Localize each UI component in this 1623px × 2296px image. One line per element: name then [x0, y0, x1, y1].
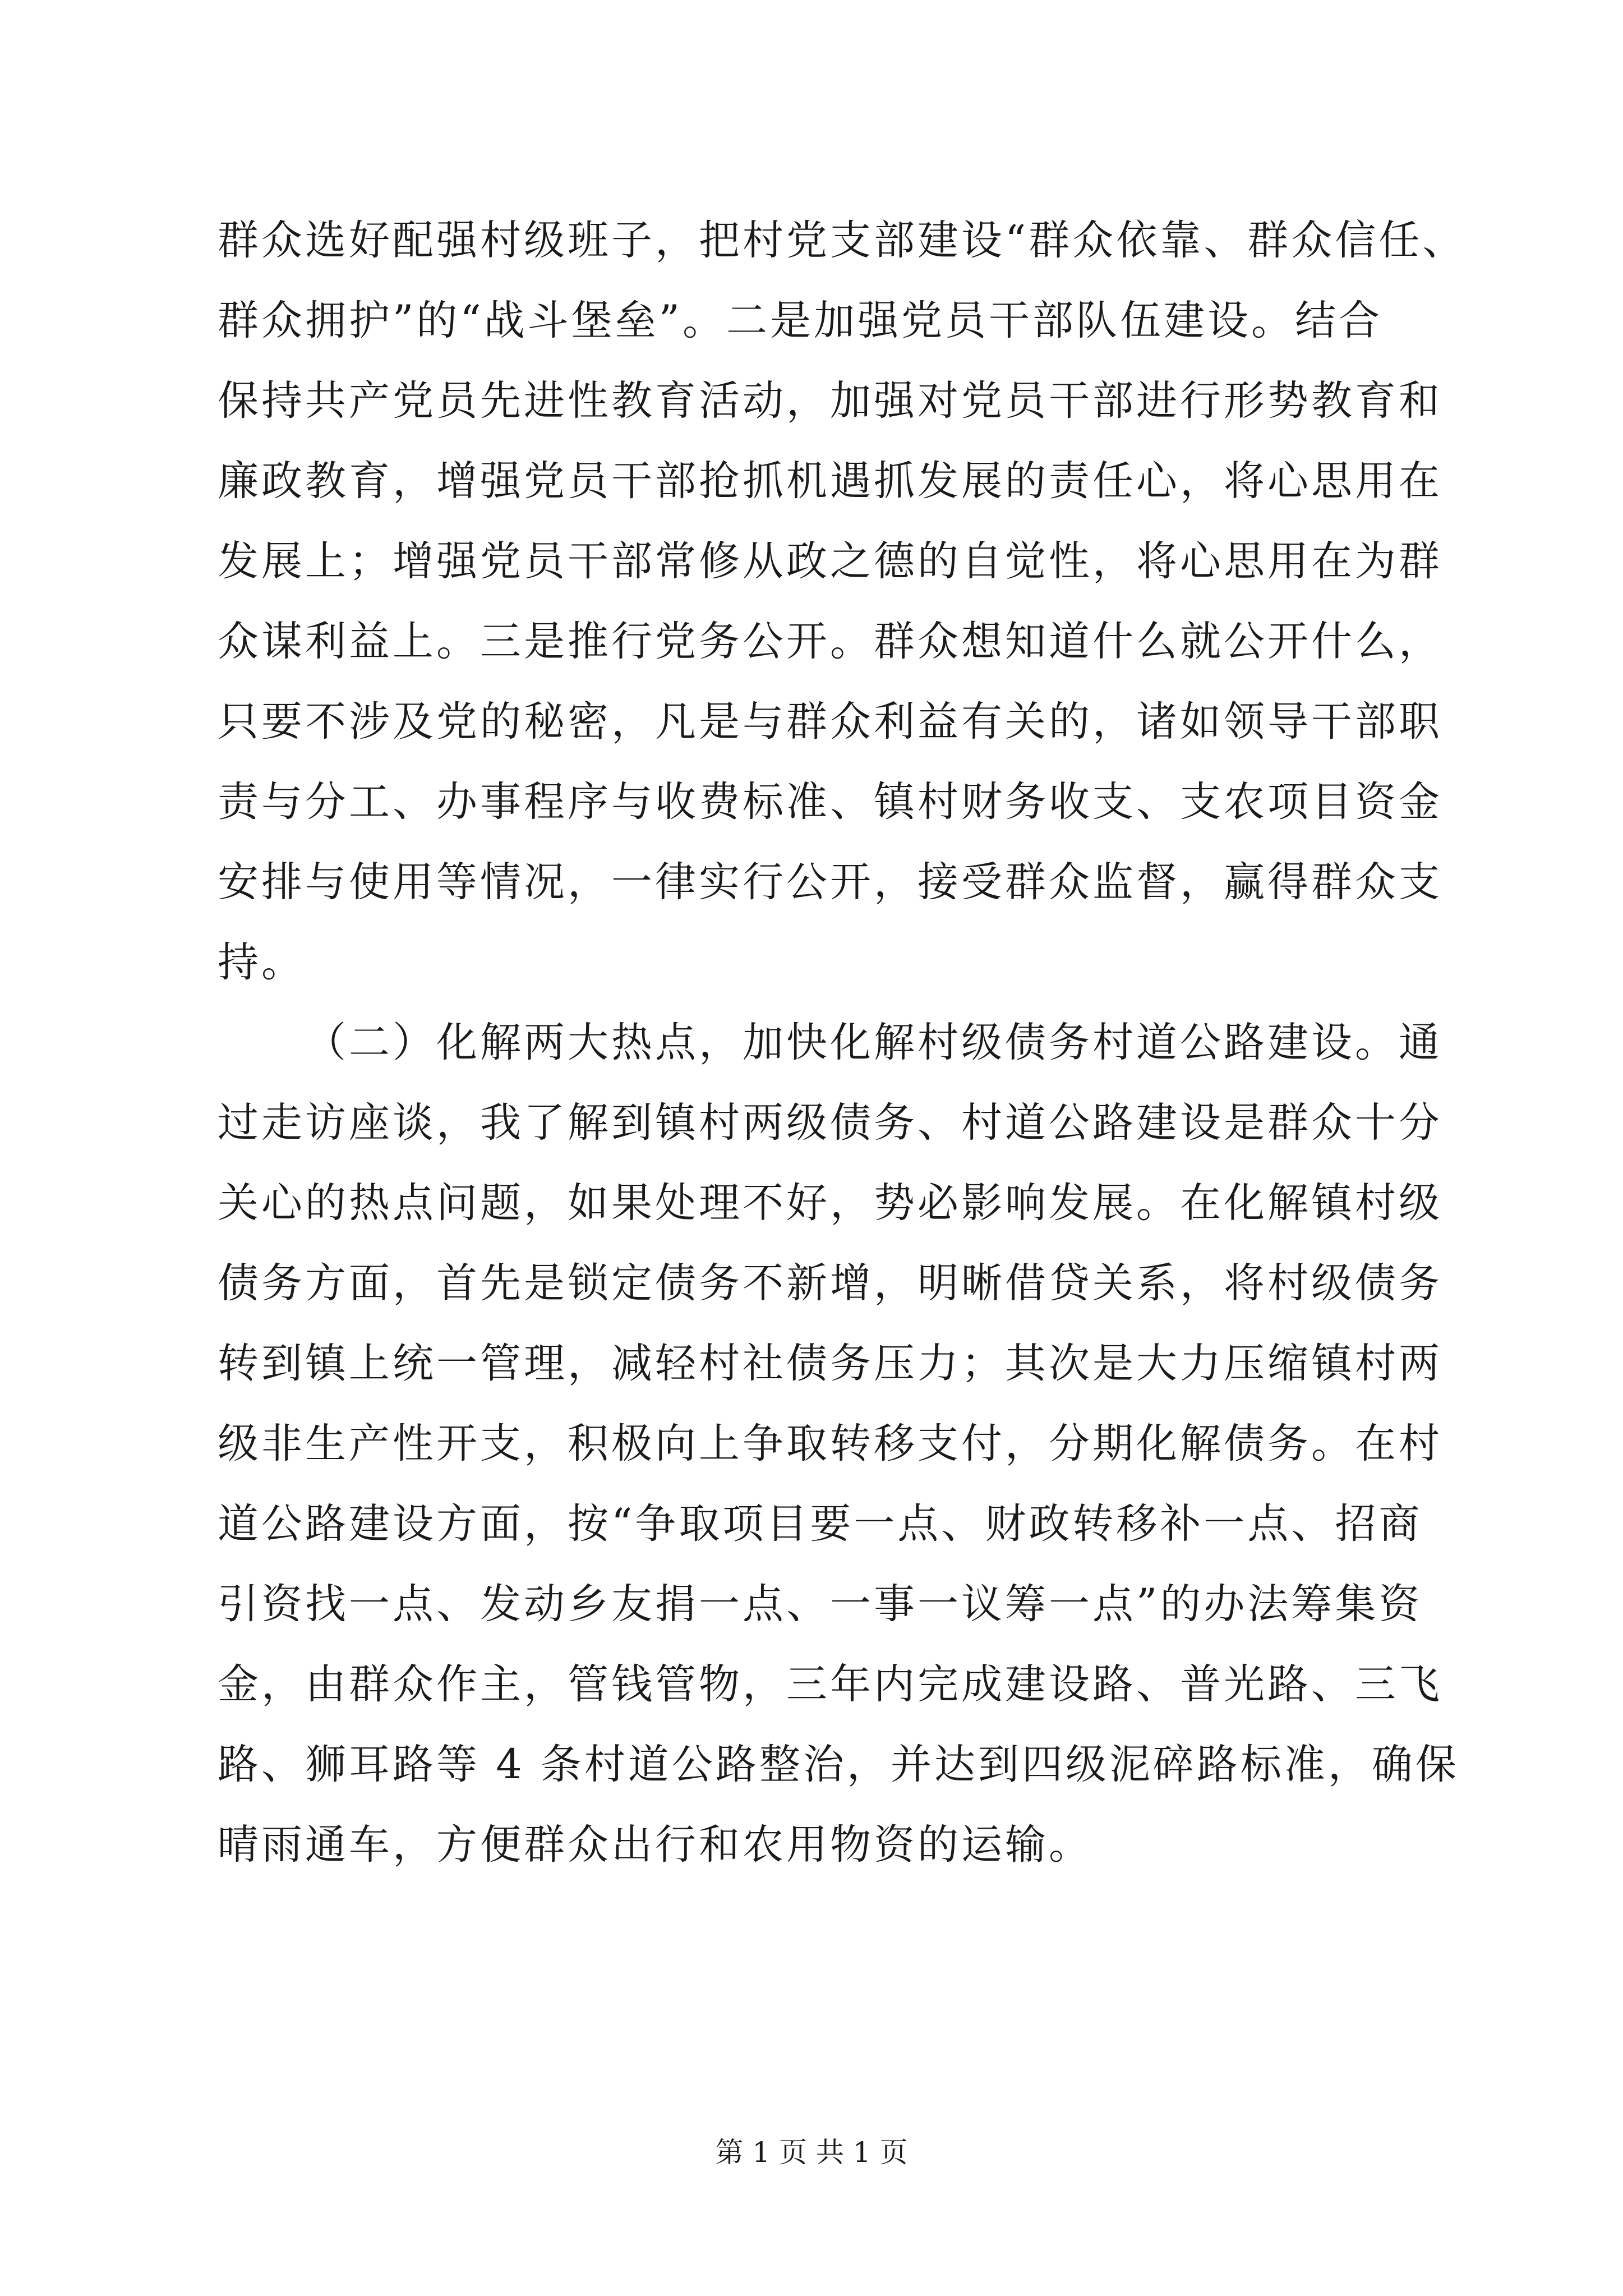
text-line: 晴雨通车，方便群众出行和农用物资的运输。: [218, 1821, 1092, 1869]
text-line: 道公路建设方面，按“争取项目要一点、财政转移补一点、招商: [218, 1500, 1423, 1548]
text-line: 廉政教育，增强党员干部抢抓机遇抓发展的责任心，将心思用在: [218, 457, 1442, 505]
text-line: 引资找一点、发动乡友捐一点、一事一议筹一点”的办法筹集资: [218, 1580, 1423, 1628]
text-line: 众谋利益上。三是推行党务公开。群众想知道什么就公开什么，: [218, 618, 1442, 665]
text-line: 关心的热点问题，如果处理不好，势必影响发展。在化解镇村级: [218, 1179, 1442, 1227]
text-line: 责与分工、办事程序与收费标准、镇村财务收支、支农项目资金: [218, 778, 1442, 826]
text-line: 群众拥护”的“战斗堡垒”。二是加强党员干部队伍建设。结合: [218, 297, 1382, 344]
text-line: 只要不涉及党的秘密，凡是与群众利益有关的，诸如领导干部职: [218, 698, 1442, 746]
text-line: 发展上；增强党员干部常修从政之德的自觉性，将心思用在为群: [218, 537, 1442, 585]
text-line: 过走访座谈，我了解到镇村两级债务、村道公路建设是群众十分: [218, 1099, 1442, 1147]
page-number-footer: 第 1 页 共 1 页: [715, 2136, 908, 2169]
text-line: 级非生产性开支，积极向上争取转移支付，分期化解债务。在村: [218, 1420, 1442, 1467]
text-line: 路、狮耳路等 4 条村道公路整治，并达到四级泥碎路标准，确保: [218, 1741, 1459, 1788]
text-line: 保持共产党员先进性教育活动，加强对党员干部进行形势教育和: [218, 377, 1442, 425]
text-line: 持。: [218, 938, 305, 986]
text-line: 安排与使用等情况，一律实行公开，接受群众监督，赢得群众支: [218, 858, 1442, 906]
text-line: 转到镇上统一管理，减轻村社债务压力；其次是大力压缩镇村两: [218, 1340, 1442, 1387]
paragraph-heading-line: （二）化解两大热点，加快化解村级债务村道公路建设。通: [305, 1019, 1442, 1066]
text-line: 群众选好配强村级班子，把村党支部建设“群众依靠、群众信任、: [218, 217, 1467, 264]
text-line: 债务方面，首先是锁定债务不新增，明晰借贷关系，将村级债务: [218, 1259, 1442, 1307]
text-line: 金，由群众作主，管钱管物，三年内完成建设路、普光路、三飞: [218, 1660, 1442, 1708]
